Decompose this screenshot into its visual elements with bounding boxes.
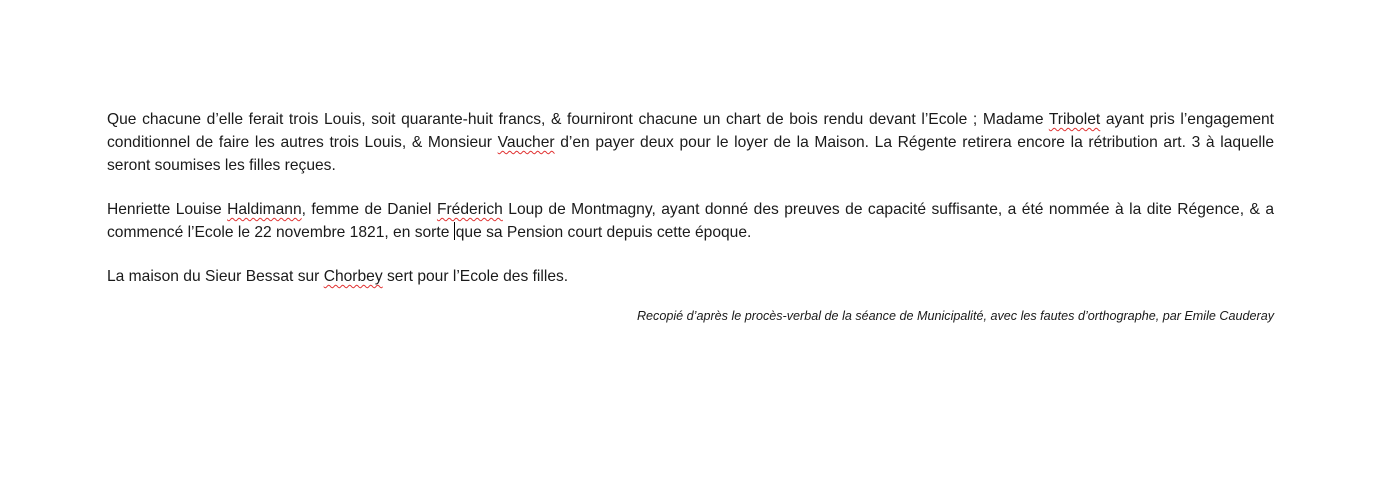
paragraph-1[interactable] [107, 108, 1274, 177]
text-run: d’en payer deux pour le loyer de la Maison. La Régente retirera encore la rétribution art. 3 à laquelle seront soumises les filles reçues. [107, 134, 1274, 174]
text-run: Henriette Louise [107, 201, 228, 218]
paragraph-2[interactable] [107, 198, 1274, 244]
text-run: ayant pris l’engagement conditionnel de faire les autres trois Louis, & Monsieur [107, 111, 1274, 151]
spelling-flag-frederich[interactable]: Fréderich [436, 201, 503, 218]
text-run: que sa Pension court depuis cette époque. [455, 224, 752, 241]
text-run: , femme de Daniel [301, 201, 437, 218]
spelling-flag-chorbey[interactable]: Chorbey [323, 268, 383, 285]
document-page[interactable] [107, 108, 1274, 325]
spelling-flag-vaucher[interactable]: Vaucher [497, 134, 555, 151]
text-cursor [454, 222, 455, 240]
paragraph-3[interactable] [107, 265, 1274, 288]
text-run: sert pour l’Ecole des filles. [382, 268, 569, 285]
spelling-flag-haldimann[interactable]: Haldimann [227, 201, 302, 218]
text-run: Loup de Montmagny, ayant donné des preuves de capacité suffisante, a été nommée à la dite Régence, & a commencé l’Ecole le 22 novembre 1821, en sorte [107, 201, 1274, 241]
text-run: Que chacune d’elle ferait trois Louis, soit quarante-huit francs, & fourniront chacune un chart de bois rendu devant l’Ecole ; Madame [107, 111, 1049, 128]
credit-line: Recopié d’après le procès-verbal de la séance de Municipalité, avec les fautes d’orthographe, par Emile Cauderay [636, 309, 1274, 323]
spelling-flag-tribolet[interactable]: Tribolet [1048, 111, 1101, 128]
text-run: La maison du Sieur Bessat sur [107, 268, 324, 285]
